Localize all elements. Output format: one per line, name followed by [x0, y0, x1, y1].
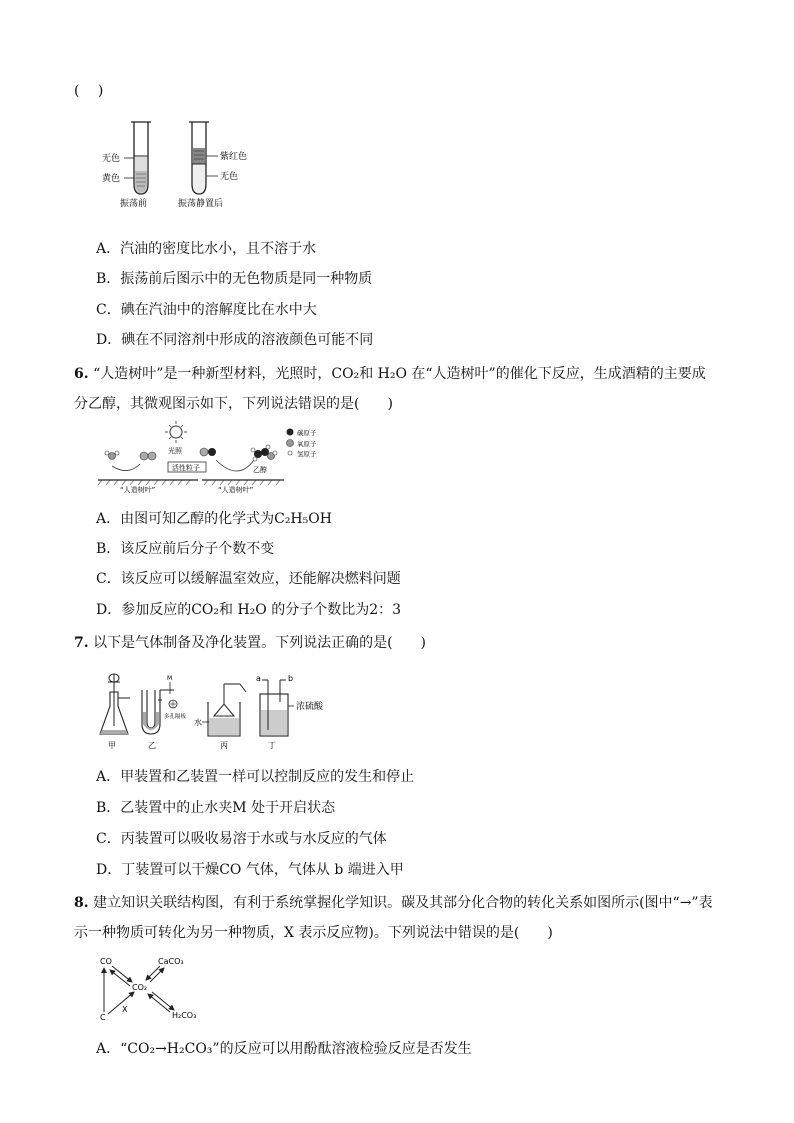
label-yi: 乙: [148, 741, 156, 750]
q8-stem-line2: 示一种物质可转化为另一种物质，X 表示反应物)。下列说法中错误的是( ): [74, 925, 553, 941]
label-ding: 丁: [268, 741, 276, 750]
gas-apparatus-figure: [96, 672, 336, 754]
sun-icon: [165, 421, 187, 443]
q6-option-b: B．该反应前后分子个数不变: [96, 541, 275, 557]
port-b-label: b: [288, 674, 294, 683]
legend-carbon: 碳原子: [297, 429, 317, 437]
q5-option-a: A．汽油的密度比水小，且不溶于水: [96, 241, 317, 257]
q7-option-a: A．甲装置和乙装置一样可以控制反应的发生和停止: [96, 769, 415, 785]
apparatus-ding: [256, 674, 324, 750]
question-number: 8.: [74, 895, 89, 911]
q6-option-d: D．参加反应的CO₂和 H₂O 的分子个数比为2：3: [96, 602, 402, 618]
node-caco3: CaCO₃: [158, 957, 184, 966]
q6-stem-line2: 分乙醇，其微观图示如下，下列说法错误的是( ): [74, 396, 393, 412]
h2o-molecule: [105, 451, 119, 460]
q5-option-c: C．碘在汽油中的溶解度比在水中大: [96, 302, 317, 318]
question-number: 6.: [74, 366, 89, 382]
left-tube-label-top: 无色: [102, 154, 121, 164]
q7-option-d: D．丁装置可以干燥CO 气体，气体从 b 端进入甲: [96, 862, 404, 878]
answer-bracket: ( ): [74, 83, 104, 99]
apparatus-yi: [142, 675, 187, 750]
sun-label: 光照: [168, 447, 182, 455]
catalyst-label: 活性粒子: [172, 464, 200, 472]
left-tube-caption: 振荡前: [120, 199, 148, 209]
ethanol-label: 乙醇: [253, 466, 267, 474]
clip-label: M: [167, 675, 173, 682]
node-co2: CO₂: [132, 983, 148, 992]
legend-oxygen: 氧原子: [297, 440, 317, 448]
right-tube-label-top: 紫红色: [220, 152, 248, 162]
right-test-tube: [178, 122, 247, 209]
node-co: CO: [100, 957, 112, 966]
q7-stem-line1: [74, 634, 426, 652]
label-bing: 丙: [220, 741, 228, 750]
q6-option-c: C．该反应可以缓解温室效应，还能解决燃料问题: [96, 571, 401, 587]
leaf-label-right: “人造树叶”: [218, 486, 254, 494]
left-tube-label-bottom: 黄色: [102, 174, 121, 184]
porous-plate-label: 多孔隔板: [164, 714, 187, 720]
q7-option-c: C．丙装置可以吸收易溶于水或与水反应的气体: [96, 831, 387, 847]
q7-option-b: B．乙装置中的止水夹M 处于开启状态: [96, 800, 336, 816]
q8-option-a: A．“CO₂→H₂CO₃”的反应可以用酚酞溶液检验反应是否发生: [96, 1041, 472, 1057]
co2-molecule: [140, 452, 156, 460]
apparatus-jia: [100, 674, 130, 750]
q6-stem-text: “人造树叶”是一种新型材料，光照时，CO₂和 H₂O 在“人造树叶”的催化下反应，生成酒精的主要成: [93, 366, 706, 382]
water-label: 水: [194, 718, 202, 727]
intermediate-molecule: [200, 448, 216, 456]
acid-label: 浓硫酸: [296, 702, 324, 712]
q6-option-a: A．由图可知乙醇的化学式为C₂H₅OH: [96, 511, 332, 527]
right-tube-label-bottom: 无色: [220, 172, 239, 182]
q6-stem-line1: [74, 365, 706, 383]
test-tube-figure: [100, 118, 260, 210]
q8-stem-line1: [74, 894, 713, 912]
q7-stem-text: 以下是气体制备及净化装置。下列说法正确的是( ): [93, 635, 427, 651]
apparatus-bing: [194, 684, 246, 750]
node-h2co3: H₂CO₃: [172, 1011, 197, 1020]
right-tube-caption: 振荡静置后: [178, 199, 224, 209]
legend-hydrogen: 氢原子: [297, 450, 317, 458]
artificial-leaf-figure: [98, 420, 348, 496]
left-test-tube: [102, 122, 151, 209]
reactant-x-label: X: [122, 1005, 128, 1014]
question-number: 7.: [74, 635, 89, 651]
q5-option-b: B．振荡前后图示中的无色物质是同一种物质: [96, 271, 373, 287]
atom-legend: [287, 428, 318, 458]
leaf-label-left: “人造树叶”: [120, 486, 156, 494]
node-c: C: [100, 1013, 106, 1022]
ethanol-molecule: [251, 445, 277, 461]
label-jia: 甲: [108, 741, 116, 750]
carbon-conversion-figure: [96, 952, 226, 1028]
q8-stem-text: 建立知识关联结构图，有利于系统掌握化学知识。碳及其部分化合物的转化关系如图所示(图中“→”表: [93, 895, 713, 911]
q5-option-d: D．碘在不同溶剂中形成的溶液颜色可能不同: [96, 332, 374, 348]
port-a-label: a: [256, 674, 261, 683]
